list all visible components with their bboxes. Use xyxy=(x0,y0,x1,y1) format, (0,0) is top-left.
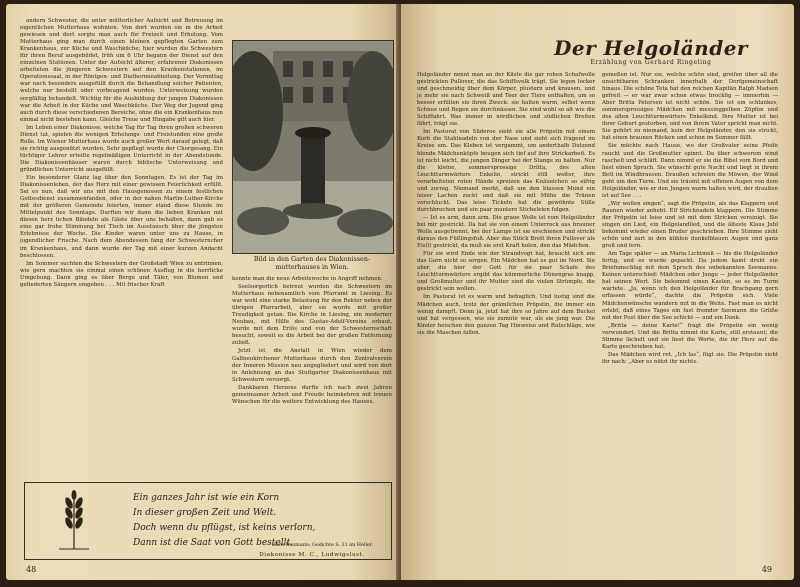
left-text-column-1 xyxy=(20,18,223,472)
right-text-column-1 xyxy=(417,72,595,560)
left-page xyxy=(6,4,399,580)
paragraph: konnte man die neue Arbeitswoche in Angriff nehmen. xyxy=(232,276,383,282)
page-number-right: 49 xyxy=(761,565,772,574)
paragraph: „Wir wollen singen“, sagt die Pröpstin, als das Klappern und Raunen wieder anhebt. Elf Stricknadeln klappern. Die Stimme der Pröpstin ist leise und ist mit dem Stricken vereinigt. Sie singen ein Lied, ein Helgolandlied, und die älteste Klaus Juhl bekommt wieder einen Bruder geschrieben. Ihre Stimme zieht schön und zart in den kühlen dunkelblauen Augen und ganz groß und fern. xyxy=(602,200,778,250)
poem-source: Hans Baumann: Gedichte S. 31 im Heller. xyxy=(271,543,373,548)
paragraph: Im Pastorat von Süderoe sieht sie alle Pröpstin mit einem Korb die Stahlnadeln von der Nase und sieht sich fragend im Kreise um. Das Kleben ist vergammt, um anderthalb Dutzend blonde Mädchenköpfe beugen sich tief auf ihre Strickarbeit. Es ist nicht leicht, die jungen Dinger bei der Stange zu halten. Nur die kleine, sommersprossige Dritta, des alten Leuchtturmwärters Enkelin, strickt still weiter, ihre verarbeiteten roten Hände spreizen das Knäuelchen so eifrig und zornig. Niemand merkt, daß um den blassen Mund ein leiser Lachen zuckt und daß sie mit Mühe die Tränen verschluckt. Das leise Tickeln hat die gewöhnte Stille durchbrochen und ein paar muntere Sticheleien folgen. xyxy=(417,129,595,213)
poem-line: In dieser großen Zeit und Welt. xyxy=(133,508,277,518)
garden-photo xyxy=(232,40,394,254)
paragraph: andern Schwester, die unter mütterlicher Aufsicht und Betreuung im eigentlichen Mutterhaus wohnten. Von dort wurden sie in die Arbeit gewiesen und dort sorgte man auch für Freizeit und Erholung. Vom Mutterhaus ging man durch einen kleinen gepflegten Garten zum Krankenhaus, zur Küche und Waschküche; hier wurden die Schwestern für ihren Beruf ausgebildet, früh um 6 Uhr begann der Dienst auf den einzelnen Stationen. Unter der Aufsicht älterer, erfahrener Diakonissen arbeiteten die jüngeren Schwestern auf den Krankenstationen, im Operationssaal, in der Röntgen- und Diathermieabteilung. Der Vormittag war nach besonders ausgefüllt durch die Behandlung solcher Patienten, welche nur bestellt oder vorbeugend wurden. Unterweisung wurden sorgfältig behandelt. Wichtig für die Ausbildung der jungen Diakonissen war die Arbeit in der Küche und Waschküche. Der Weg der Jugend ging auch durch diese verschiedenen Bereiche, ohne die ein Krankenhaus nun einmal nicht bestehen kann. Gleiche Treue und Hingabe gilt auch hier. xyxy=(20,18,223,123)
author-signature: Diakonisse M. C., Ludwigslust. xyxy=(259,552,365,558)
paragraph: Seelsorgerlich betreut wurden die Schwestern im Mutterhaus nebenamtlich vom Pfarramt in Liesing. Es war wohl eine starke Belastung für den Rektor neben der übrigen Pfarrarbeit, aber sie wurde mit großer Treudigkeit getan. Die Kirche in Liesing, ein moderner Neubau, mit Hilfe des Gustav-Adolf-Vereins erbaut, wurde mit dem Erlös und von der Schwesternschaft besucht, soweit es die Arbeit bei der großen Entfernung zuließ. xyxy=(232,284,392,347)
paragraph: Im Sommer suchten die Schwestern der Großstadt Wien zu entrinnen, wie gern machten sie einmal einen schönen Ausflug in die herrliche Umgebung. Dann ging es über Berge und Täler, von Blumen und gefiederten Sängern umgeben . . . Mit frischer Kraft xyxy=(20,260,223,288)
paragraph: Für sie wird Ende wie der Strandvogt hat, braucht sich um das Garn nicht so sorgen. Ein Mädchen hat es gut im Nord. Sie aber, die hier der Gott für sie paar Schafe des Leuchtturmwärters ergibt das kümmerliche Dünengras knapp, und Großmutter und ihr Mutter sind die vielen Strümpfe, die gestrickt sein wollen. xyxy=(417,251,595,293)
paragraph: Im Pastorat ist es warm und behaglich. Und lustig sind die Mädchen auch, trotz der grämlichen Pröpstin, die immer ein wenig dampft. Denn ja, jetzt hat ihre so Jahre auf dem Buckel und hat vergessen, wie sie zumute war, als sie jung war. Die Kinder heischen den ganzen Tag Hinweise und Ratschläge, wie sie die Maschen fallen. xyxy=(417,294,595,336)
paragraph: Am Tage später — an Maria Lichtmeß — bis die Helgoländer fertig, und es wurde gepackt. Da jedem kamt dreht ein Briefumschlag mit dem Spruch des unbekannten Seemanns. Keinen unterschied: Mädchen oder Junge — jeder Helgoländer hat seinen Wert. Sie bekommt einen Kasten, so es im Turm wartete. „Ja, wenn ich den Helgoländer für Brachgang gern erfassen würde“, dachte die Pröpstin sich. Viele Mädchenwünsche wandern mit in die Weite. Fast man es nicht erlebt, daß eines Tages ein fast fremder Seemann die Grüße mit der Post über die See schickt — und ein Dank. xyxy=(602,251,778,321)
story-title: Der Helgoländer xyxy=(554,36,748,60)
photo-caption: Bild in den Garten des Diakonissen-mutterhauses in Wien. xyxy=(253,255,371,271)
poem-line: Dann ist die Saat von Gott bestellt. xyxy=(133,538,293,548)
paragraph: gemeßen ist. Nur sie, welche schön sind, greifen über all die unsichtbaren Schranken innerhalb der Dorfgemeinschaft hinaus. Die schöne Teta hat den reichen Kapitän Ralph Madsen gefreit — er war zwar schon etwas brocklig — immerhin — Aber Britta Petersen ist nicht schön. Sie ist ein schlankes, sommersprossiges Mädchen mit messinggelben Zöpfen und des alten Leuchtturmwärters Enkelkind. Ihre Mutter ist bei ihrer Geburt gestorben, und von ihrem Vater spricht man nicht. Sie gehört zu niemand, kein der Helgoländer, den sie strickt, hat einen braunen Rücken und schon im Sommer fällt. xyxy=(602,72,778,142)
page-number-left: 48 xyxy=(26,565,37,574)
paragraph: Dankbaren Herzens durfte ich nach zwei Jahren gemeinsamer Arbeit und Freude heimkehren mit treuen Wünschen für die weitere Entwicklung des Hauses. xyxy=(232,384,392,405)
paragraph: „Britta — deine Karte!“ fragt die Pröpstin ein wenig verwundert. Und die Britta nimmt die Karte, still erstaunt; die Stimme lächelt und sie liest die Worte, die ihr Herz auf die Karte geschrieben hat. xyxy=(602,322,778,350)
poem-box xyxy=(24,482,392,560)
poem-text xyxy=(133,491,373,551)
story-subtitle: Erzählung von Gerhard Ringeling xyxy=(590,59,712,66)
paragraph: Sie möchte nach Hause, wo der Großvater seine Pfeife raucht und die Großmutter spinnt. Da über schwerem wind raschelt und schläft. Dann nimmt er sie die Bibel vom Bord und liest einen Spruch. Sie wünscht gute Nacht und liegt in ihrem Bett im Windbrausen. Draußen schreien die Möwen, der Wind geht um den Turm. Und sie träumt mit offenen Augen von dem Helgoländer, wie er den Jungen warm halten wird, der draußen ist auf See . . . xyxy=(602,143,778,199)
paragraph: Helgoländer nennt man an der Küste die gar rohen Schafwolle gestrickten Pullover, die das Schiffsvolk trägt. Sie legen locker und geschmeidig über dem Körper, plustern und krausen, und je mehr sie nach Schweiß und Teer der Tiere enthalten, um so besser erfüllen sie ihren Zweck: sie halten warm, selbst wenn Schnee und Regen sie durchnässen. Sie sind wohl so alt wie die Schiffahrt. Was immer in nördlichen und südlichen Breiten fährt, trägt sie. xyxy=(417,72,595,128)
wheat-ear-icon xyxy=(49,489,99,553)
paragraph: Ein besonderer Glanz lag über den Sonntagen. Es ist der Tag im Diakonissenleben, der das Herz mit einer gewissen Feierlichkeit erfüllt. Sei es nun, daß wir uns mit den Hausgenossen zu einem festlichen Gottesdienst zusammenfanden, oder in der nahen Martin-Luther-Kirche mit der größeren Gemeinde feierten, immer stand diese Stunde im Mittelpunkt des Sonntags. Durften wir dann die lieben Kranken mit diesen herz lichen Bändeln als Gäste über uns behalten, dann gab es eine gar frohe Stimmung bei Tisch im Ausstausch über die jüngsten Erlebnisse der Woche. Die Kinder waren unter uns zu Hause, in jugendlicher Frische. Nach dem Abendessen fang der Schwesternchor im Krankenhaus, und dann wurde der Tag mit einer kurzen Andacht beschlossen. xyxy=(20,175,223,259)
paragraph: Jetzt ist die Anstalt in Wien wieder dem Gallneukirchener Mutterhaus durch den Zentralverein der Inneren Mission neu angegliedert und wird von dort in Anlehnung an das Stuttgarter Diakonissenhaus mit Schwestern versorgt. xyxy=(232,348,392,383)
right-text-column-2 xyxy=(602,72,778,560)
paragraph: — Ist es arm, dann arm. Die graue Wolle ist vom Helgoländer bei mir gestrickt. Da hat sie von einem Unterrock aus brauner Wolle ausgetrennt, bei der Lampe ist sie erschienen und strickt daraus den Füßlingsfuß. Aber das Stück Brett ihren Pullover als Eis(l) gestrickt, da muß sie erst Kraft holen, den das Mädchen. xyxy=(417,214,595,250)
right-page xyxy=(401,4,794,580)
paragraph: Im Leben einer Diakonisse, welche Tag für Tag ihren großen schweren Dienst tut, spielen die wenigen Erholungs- und Freistunden eine große Rolle. Im Wiener Mutterhaus wurde auch großer Wert darauf gelegt, daß sie richtig ausgenützt wurden. Sehr gepflegt wurde der Chorgesang. Ein tüchtiger Lehrer erteilte regelmäßigen Unterricht in der Abendstunde. Die Diakonissenhäuser waren durch biblische Unterweisung und gründlichen Unterricht ausgefüllt. xyxy=(20,124,223,173)
poem-line: Doch wenn du pflügst, ist keins verlorn, xyxy=(133,523,316,533)
poem-line: Ein ganzes Jahr ist wie ein Korn xyxy=(133,493,280,503)
paragraph: Das Mädchen wird rot. „Ich las“, fügt sie. Die Pröpstin sieht ihr nach: „Aber es nützt ihr nichts. xyxy=(602,351,778,365)
